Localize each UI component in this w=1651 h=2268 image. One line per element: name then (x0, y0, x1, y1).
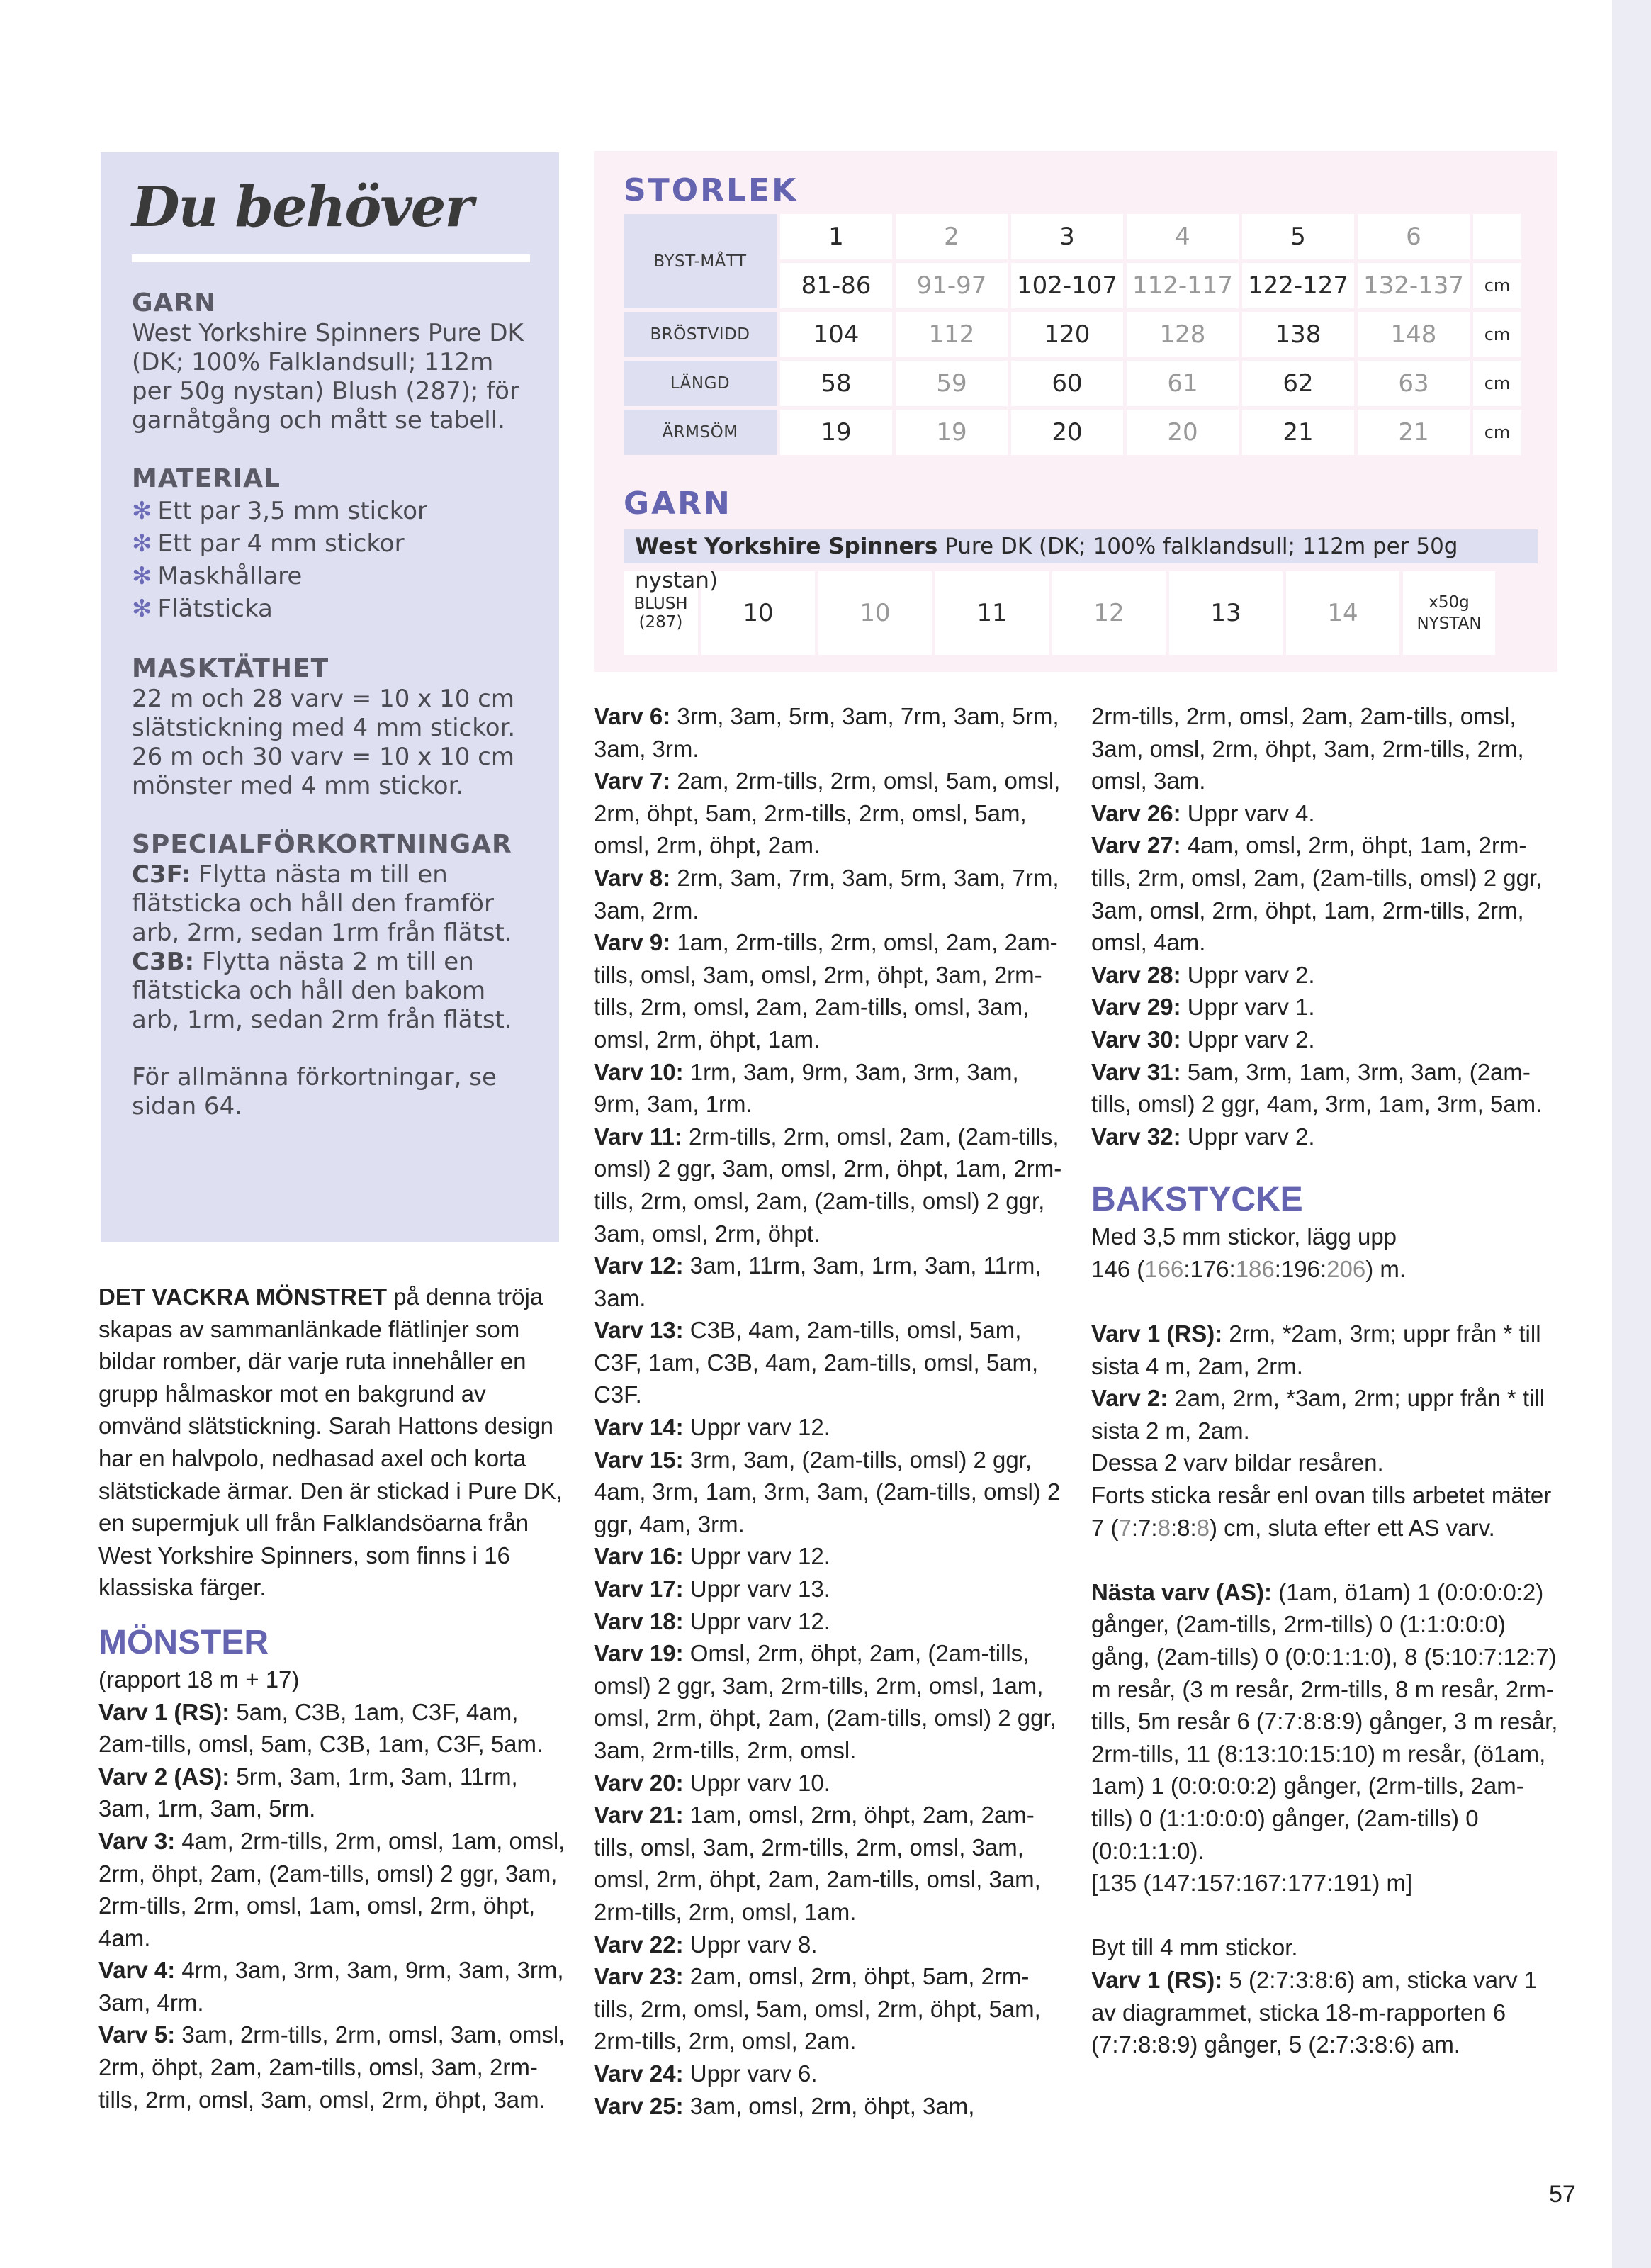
table-cell: 91-97 (896, 263, 1008, 308)
size-number: 4 (1127, 214, 1239, 259)
rib-note: Dessa 2 varv bildar resåren. (1091, 1449, 1384, 1476)
table-cell: 120 (1011, 312, 1123, 357)
table-cell: 21 (1358, 410, 1470, 455)
size-number: 5 (1242, 214, 1354, 259)
row-label: BYST-MÅTT (624, 214, 777, 308)
pattern-row: Varv 10: 1rm, 3am, 9rm, 3am, 3rm, 3am, 9rm, 3am, 1rm. (594, 1058, 1019, 1118)
size-heading: STORLEK (624, 172, 799, 208)
pattern-row: Varv 13: C3B, 4am, 2am-tills, omsl, 5am, C3F, 1am, C3B, 4am, 2am-tills, omsl, 5am, C3F. (594, 1317, 1039, 1408)
table-cell: 21 (1242, 410, 1354, 455)
size-number: 1 (780, 214, 892, 259)
general-abbr-section (132, 1063, 531, 1121)
unit-cell: cm (1473, 312, 1521, 357)
paragraph-gap (1091, 1286, 1559, 1318)
table-cell: 19 (780, 410, 892, 455)
table-cell: 112-117 (1127, 263, 1239, 308)
stitch-count: [135 (147:157:167:177:191) m] (1091, 1870, 1413, 1897)
pattern-row: Varv 30: Uppr varv 2. (1091, 1026, 1315, 1052)
yarn-table (620, 568, 1499, 658)
table-row (624, 410, 1521, 455)
yarn-text: West Yorkshire Spinners Pure DK (DK; 100% Falklandsull; 112m per 50g nystan) Blush (287); för garnåtgång och mått se tabell. (132, 319, 524, 434)
pattern-row: Varv 22: Uppr varv 8. (594, 1931, 818, 1958)
material-list (132, 495, 531, 625)
table-cell: 12 (1052, 571, 1166, 655)
size-number: 6 (1358, 214, 1470, 259)
pattern-row: Varv 5: 3am, 2rm-tills, 2rm, omsl, 3am, omsl, 2rm, öhpt, 2am, 2am-tills, omsl, 3am, 2rm-tills, 2rm, omsl, 3am, omsl, 2rm, öhpt, 3am. (98, 2021, 565, 2113)
table-cell: 128 (1127, 312, 1239, 357)
general-abbr-text: För allmänna förkortningar, se sidan 64. (132, 1063, 497, 1121)
page-number: 57 (1549, 2181, 1576, 2208)
material-item: ✻ Ett par 4 mm stickor (132, 529, 405, 558)
pattern-repeat: (rapport 18 m + 17) (98, 1666, 300, 1692)
pattern-row: Varv 15: 3rm, 3am, (2am-tills, omsl) 2 ggr, 4am, 3rm, 1am, 3rm, 3am, (2am-tills, omsl) 2 ggr, 4am, 3rm. (594, 1446, 1061, 1537)
pattern-row: Varv 23: 2am, omsl, 2rm, öhpt, 5am, 2rm-tills, 2rm, omsl, 5am, omsl, 2rm, öhpt, 5am, 2rm-tills, 2rm, omsl, 2am. (594, 1963, 1041, 2055)
pattern-row: Varv 12: 3am, 11rm, 3am, 1rm, 3am, 11rm, 3am. (594, 1252, 1042, 1311)
pattern-row: Varv 14: Uppr varv 12. (594, 1414, 830, 1441)
back-piece-heading: BAKSTYCKE (1091, 1181, 1303, 1219)
yarn-section (132, 288, 531, 435)
page-edge-strip (1612, 0, 1651, 2268)
pattern-row: Varv 26: Uppr varv 4. (1091, 799, 1315, 826)
table-cell: 60 (1011, 361, 1123, 406)
snowflake-bullet-icon: ✻ (132, 529, 152, 558)
pattern-row: Nästa varv (AS): (1am, ö1am) 1 (0:0:0:0:2) gånger, (2am-tills, 2rm-tills) 0 (1:1:0:0:0) gång, (2am-tills) 0 (0:0:1:1:0), 8 (5:10:7:12:7) m resår, (3 m resår, 2rm-tills, 8 m resår, 2rm-tills, 5m resår 6 (7:7:8:8:9) gånger, 3 m resår, 2rm-tills, 11 (8:13:10:15:10) m resår, (ö1am, 1am) 1 (0:0:0:0:2) gånger, (2rm-tills, 2am-tills) 0 (1:1:0:0:0) gånger, (2am-tills) 0 (0:0:1:1:0). (1091, 1578, 1558, 1864)
yarn-heading: GARN (132, 288, 217, 318)
size-panel (594, 151, 1557, 672)
pattern-row: Varv 6: 3rm, 3am, 5rm, 3am, 7rm, 3am, 5rm, 3am, 3rm. (594, 703, 1059, 762)
pattern-row: Varv 1 (RS): 2rm, *2am, 3rm; uppr från * till sista 4 m, 2am, 2rm. (1091, 1320, 1541, 1379)
pattern-row: Varv 2 (AS): 5rm, 3am, 1rm, 3am, 11rm, 3am, 1rm, 3am, 5rm. (98, 1763, 518, 1822)
table-cell: 81-86 (780, 263, 892, 308)
table-row (624, 312, 1521, 357)
yarn-table-heading: GARN (624, 485, 732, 522)
sidebar-divider (132, 254, 530, 262)
pattern-row: Varv 21: 1am, omsl, 2rm, öhpt, 2am, 2am-tills, omsl, 3am, 2rm-tills, 2rm, omsl, 3am, omsl, 2rm, öhpt, 2am, 2am-tills, omsl, 3am, 2rm-tills, 2rm, omsl, 1am. (594, 1802, 1041, 1925)
pattern-column (594, 700, 1065, 2122)
table-cell: 20 (1127, 410, 1239, 455)
pattern-row: Varv 19: Omsl, 2rm, öhpt, 2am, (2am-tills, omsl) 2 ggr, 3am, 2rm-tills, 2rm, omsl, 1am, omsl, 2rm, öhpt, 2am, (2am-tills, omsl) 2 ggr, 3am, 2rm-tills, 2rm, omsl. (594, 1640, 1056, 1763)
table-cell: 104 (780, 312, 892, 357)
pattern-row: Varv 17: Uppr varv 13. (594, 1576, 830, 1602)
row-label: ÄRMSÖM (624, 410, 777, 455)
table-cell: 112 (896, 312, 1008, 357)
table-cell: 10 (818, 571, 932, 655)
yarn-description-bar: West Yorkshire Spinners Pure DK (DK; 100% falklandsull; 112m per 50g nystan) (624, 529, 1538, 563)
snowflake-bullet-icon: ✻ (132, 595, 152, 623)
table-cell: 122-127 (1242, 263, 1354, 308)
materials-sidebar (101, 152, 559, 1242)
pattern-row: Varv 29: Uppr varv 1. (1091, 994, 1315, 1021)
pattern-row: Varv 8: 2rm, 3am, 7rm, 3am, 5rm, 3am, 7rm, 3am, 2rm. (594, 864, 1059, 924)
table-cell: 11 (935, 571, 1049, 655)
pattern-row: Varv 16: Uppr varv 12. (594, 1543, 830, 1570)
intro-column (98, 1281, 566, 2116)
pattern-row: Varv 7: 2am, 2rm-tills, 2rm, omsl, 5am, omsl, 2rm, öhpt, 5am, 2rm-tills, 2rm, omsl, 5am, omsl, 2rm, öhpt, 2am. (594, 768, 1061, 859)
table-cell: 14 (1286, 571, 1399, 655)
table-cell: 102-107 (1011, 263, 1123, 308)
pattern-row: Varv 1 (RS): 5 (2:7:3:8:6) am, sticka varv 1 av diagrammet, sticka 18-m-rapporten 6 (7:7:8:8:9) gånger, 5 (2:7:3:8:6) am. (1091, 1966, 1538, 2058)
table-cell: 132-137 (1358, 263, 1470, 308)
material-item: ✻ Maskhållare (132, 562, 303, 590)
back-piece-column (1091, 700, 1559, 2061)
pattern-row: Varv 9: 1am, 2rm-tills, 2rm, omsl, 2am, 2am-tills, omsl, 3am, omsl, 2rm, öhpt, 3am, 2rm-tills, 2rm, omsl, 2am, 2am-tills, omsl, 3am, omsl, 2rm, öhpt, 1am. (594, 929, 1058, 1052)
unit-cell: cm (1473, 410, 1521, 455)
yarn-unit-cell: x50g NYSTAN (1403, 571, 1495, 655)
gauge-heading: MASKTÄTHET (132, 654, 329, 683)
row-label: LÄNGD (624, 361, 777, 406)
pattern-row: Varv 27: 4am, omsl, 2rm, öhpt, 1am, 2rm-tills, 2rm, omsl, 2am, (2am-tills, omsl) 2 ggr, 3am, omsl, 2rm, öhpt, 1am, 2rm-tills, 2rm, omsl, 4am. (1091, 832, 1543, 956)
pattern-row: Varv 18: Uppr varv 12. (594, 1607, 830, 1634)
table-cell: 148 (1358, 312, 1470, 357)
sidebar-title: Du behöver (132, 175, 473, 240)
pattern-row: Varv 31: 5am, 3rm, 1am, 3rm, 3am, (2am-tills, omsl) 2 ggr, 4am, 3rm, 1am, 3rm, 5am. (1091, 1058, 1543, 1118)
size-table (620, 210, 1525, 459)
abbreviations-heading: SPECIALFÖRKORTNINGAR (132, 830, 512, 859)
table-cell: 13 (1169, 571, 1283, 655)
unit-cell (1473, 214, 1521, 259)
pattern-heading: MÖNSTER (98, 1623, 269, 1661)
pattern-row: Varv 24: Uppr varv 6. (594, 2060, 818, 2087)
c3f-definition: C3F: Flytta nästa m till en flätsticka och håll den framför arb, 2rm, sedan 1rm från flätst. (132, 860, 512, 947)
size-number: 3 (1011, 214, 1123, 259)
material-section (132, 464, 531, 625)
table-cell: 20 (1011, 410, 1123, 455)
intro-paragraph: DET VACKRA MÖNSTRET på denna tröja skapas av sammanlänkade flätlinjer som bildar romber, där varje ruta innehåller en grupp hålmaskor mot en bakgrund av omvänd slätstickning. Sarah Hattons design har en halvpolo, nedhasad axel och korta slätstickade ärmar. Den är stickad i Pure DK, en supermjuk ull från Falklandsöarna från West Yorkshire Spinners, som finns i 16 klassiska färger. (98, 1284, 563, 1601)
pattern-row: Varv 25: 3am, omsl, 2rm, öhpt, 3am, (594, 2092, 975, 2119)
table-cell: 62 (1242, 361, 1354, 406)
table-row (624, 571, 1495, 655)
pattern-row: Varv 11: 2rm-tills, 2rm, omsl, 2am, (2am-tills, omsl) 2 ggr, 3am, omsl, 2rm, öhpt, 1am, 2rm-tills, 2rm, omsl, 2am, (2am-tills, omsl) 2 ggr, 3am, omsl, 2rm, öhpt. (594, 1123, 1062, 1247)
material-heading: MATERIAL (132, 464, 281, 493)
needle-change-text: Byt till 4 mm stickor. (1091, 1934, 1298, 1961)
gauge-text: 22 m och 28 varv = 10 x 10 cm slätstickning med 4 mm stickor. 26 m och 30 varv = 10 x 10 cm mönster med 4 mm stickor. (132, 685, 516, 800)
pattern-row: Varv 20: Uppr varv 10. (594, 1769, 830, 1796)
material-item: ✻ Ett par 3,5 mm stickor (132, 497, 428, 525)
pattern-row: Varv 1 (RS): 5am, C3B, 1am, C3F, 4am, 2am-tills, omsl, 5am, C3B, 1am, C3F, 5am. (98, 1698, 543, 1758)
pattern-row: Varv 4: 4rm, 3am, 3rm, 3am, 9rm, 3am, 3rm, 3am, 4rm. (98, 1957, 564, 2016)
abbreviations-section (132, 829, 531, 1035)
snowflake-bullet-icon: ✻ (132, 497, 152, 525)
snowflake-bullet-icon: ✻ (132, 562, 152, 590)
yarn-color-label: BLUSH (287) (624, 571, 698, 655)
table-cell: 58 (780, 361, 892, 406)
table-row (624, 214, 1521, 259)
pattern-row-continued: 2rm-tills, 2rm, omsl, 2am, 2am-tills, omsl, 3am, omsl, 2rm, öhpt, 3am, 2rm-tills, 2rm, omsl, 3am. (1091, 703, 1524, 795)
row-label: BRÖSTVIDD (624, 312, 777, 357)
table-cell: 10 (701, 571, 815, 655)
cast-on-text: Med 3,5 mm stickor, lägg upp 146 (166:176:186:196:206) m. (1091, 1223, 1407, 1282)
unit-cell: cm (1473, 263, 1521, 308)
paragraph-gap (1091, 1899, 1559, 1932)
c3b-definition: C3B: Flytta nästa 2 m till en flätsticka och håll den bakom arb, 1rm, sedan 2rm från flätst. (132, 948, 512, 1034)
table-cell: 61 (1127, 361, 1239, 406)
continue-text: Forts sticka resår enl ovan tills arbetet mäter 7 (7:7:8:8:8) cm, sluta efter ett AS varv. (1091, 1482, 1552, 1541)
table-row (624, 361, 1521, 406)
pattern-row: Varv 32: Uppr varv 2. (1091, 1123, 1315, 1150)
table-cell: 138 (1242, 312, 1354, 357)
size-number: 2 (896, 214, 1008, 259)
table-cell: 59 (896, 361, 1008, 406)
gauge-section (132, 653, 531, 801)
paragraph-gap (1091, 1544, 1559, 1576)
unit-cell: cm (1473, 361, 1521, 406)
table-cell: 63 (1358, 361, 1470, 406)
pattern-row: Varv 3: 4am, 2rm-tills, 2rm, omsl, 1am, omsl, 2rm, öhpt, 2am, (2am-tills, omsl) 2 ggr, 3am, 2rm-tills, 2rm, omsl, 1am, omsl, 2rm, öhpt, 4am. (98, 1827, 565, 1951)
pattern-row: Varv 28: Uppr varv 2. (1091, 961, 1315, 988)
pattern-row: Varv 2: 2am, 2rm, *3am, 2rm; uppr från * till sista 2 m, 2am. (1091, 1385, 1545, 1444)
table-cell: 19 (896, 410, 1008, 455)
material-item: ✻ Flätsticka (132, 595, 273, 623)
